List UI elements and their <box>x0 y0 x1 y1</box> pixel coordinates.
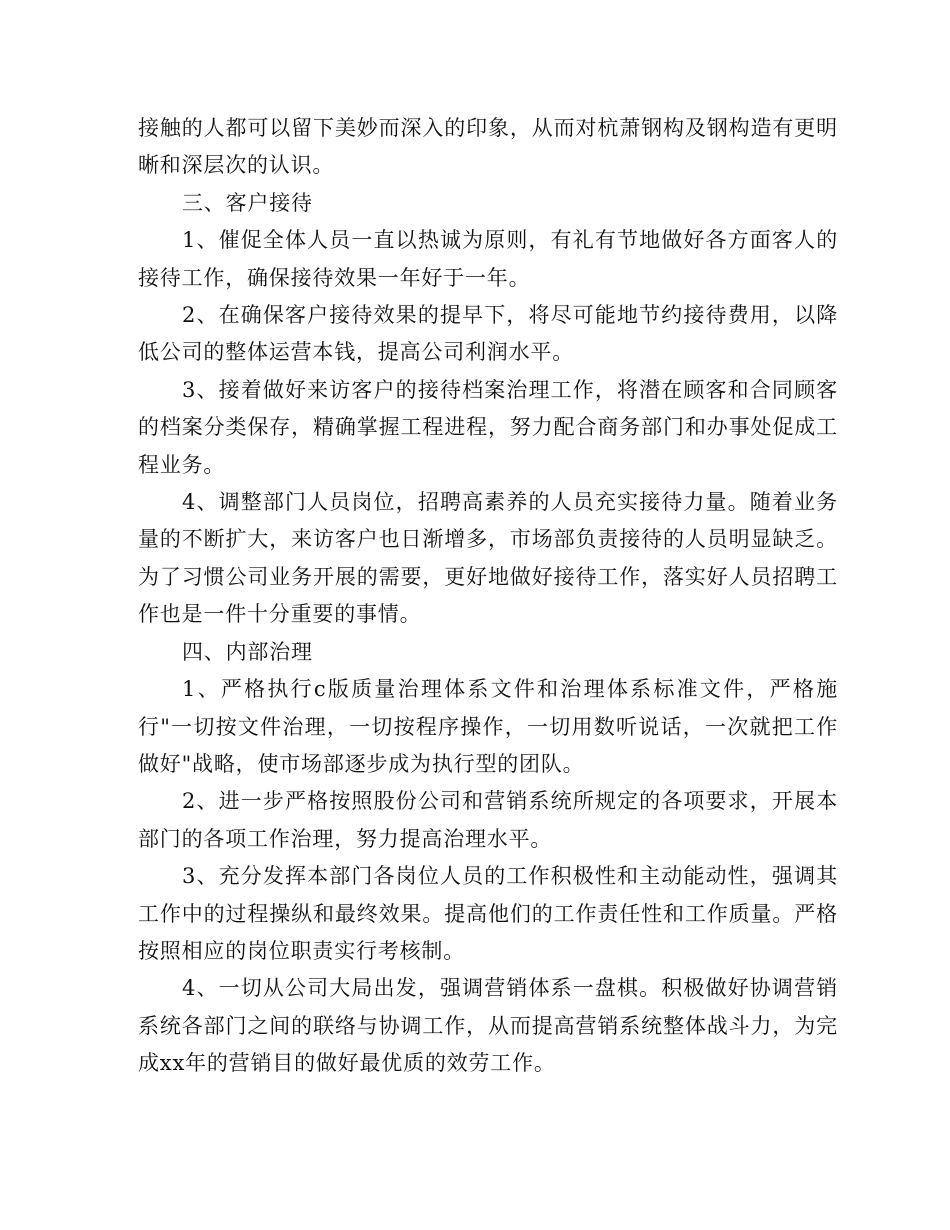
paragraph: 2、在确保客户接待效果的提早下，将尽可能地节约接待费用，以降低公司的整体运营本钱，提高公司利润水平。 <box>138 303 838 365</box>
paragraph: 2、进一步严格按照股份公司和营销系统所规定的各项要求，开展本部门的各项工作治理，努力提高治理水平。 <box>138 789 838 851</box>
paragraph: 1、严格执行c版质量治理体系文件和治理体系标准文件，严格施行"一切按文件治理，一切按程序操作，一切用数听说话，一次就把工作做好"战略，使市场部逐步成为执行型的团队。 <box>138 677 838 776</box>
paragraph: 3、接着做好来访客户的接待档案治理工作，将潜在顾客和合同顾客的档案分类保存，精确掌握工程进程，努力配合商务部门和办事处促成工程业务。 <box>138 377 838 477</box>
paragraph: 4、调整部门人员岗位，招聘高素养的人员充实接待力量。随着业务量的不断扩大，来访客户也日渐增多，市场部负责接待的人员明显缺乏。为了习惯公司业务开展的需要，更好地做好接待工作，落实好人员招聘工作也是一件十分重要的事情。 <box>138 490 838 627</box>
paragraph: 1、催促全体人员一直以热诚为原则，有礼有节地做好各方面客人的接待工作，确保接待效果一年好于一年。 <box>138 228 838 290</box>
intro-continuation-paragraph: 接触的人都可以留下美妙而深入的印象，从而对杭萧钢构及钢构造有更明晰和深层次的认识。 <box>138 116 838 178</box>
paragraph: 4、一切从公司大局出发，强调营销体系一盘棋。积极做好协调营销系统各部门之间的联络与协调工作，从而提高营销系统整体战斗力，为完成xx年的营销目的做好最优质的效劳工作。 <box>138 976 838 1076</box>
section-heading-customer-reception: 三、客户接待 <box>182 190 313 215</box>
document-body <box>138 110 838 1083</box>
paragraph: 3、充分发挥本部门各岗位人员的工作积极性和主动能动性，强调其工作中的过程操纵和最终效果。提高他们的工作责任性和工作质量。严格按照相应的岗位职责实行考核制。 <box>138 864 838 963</box>
section-heading-internal-management: 四、内部治理 <box>182 639 313 664</box>
